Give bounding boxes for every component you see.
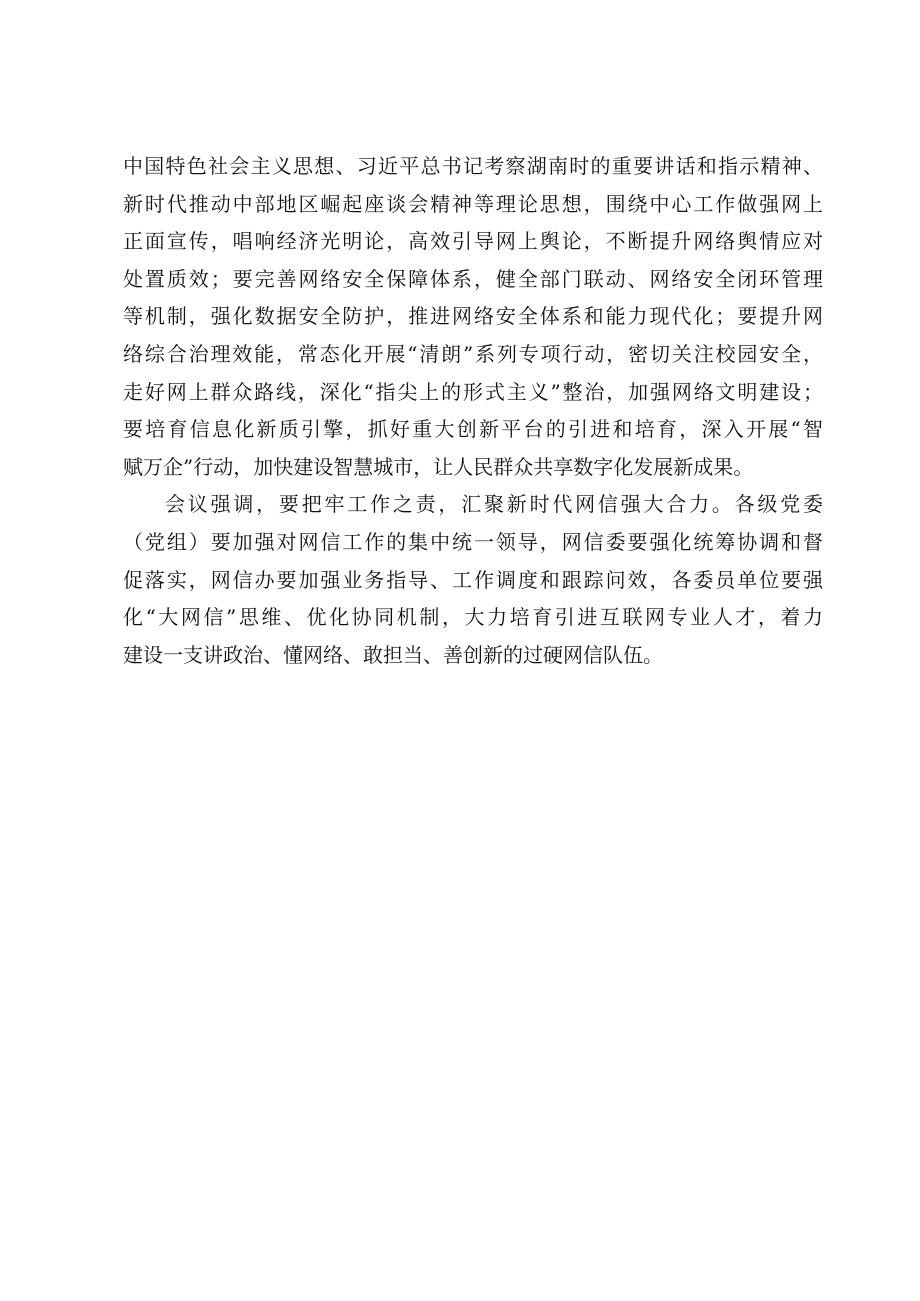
text-line: 处置质效；要完善网络安全保障体系，健全部门联动、网络安全闭环管理	[123, 266, 823, 291]
text-line: 赋万企”行动，加快建设智慧城市，让人民群众共享数字化发展新成果。	[123, 454, 754, 479]
text-line: 正面宣传，唱响经济光明论，高效引导网上舆论，不断提升网络舆情应对	[123, 229, 823, 254]
text-line: 络综合治理效能，常态化开展“清朗”系列专项行动，密切关注校园安全，	[123, 341, 823, 366]
paragraph-continuation	[123, 148, 823, 486]
document-body	[123, 148, 823, 674]
text-line: 中国特色社会主义思想、习近平总书记考察湖南时的重要讲话和指示精神、	[123, 154, 823, 178]
text-line: 走好网上群众路线，深化“指尖上的形式主义”整治，加强网络文明建设；	[123, 379, 823, 404]
text-line: 新时代推动中部地区崛起座谈会精神等理论思想，围绕中心工作做强网上	[123, 191, 823, 216]
text-line: （党组）要加强对网信工作的集中统一领导，网信委要强化统筹协调和督	[123, 529, 823, 554]
text-line: 化“大网信”思维、优化协同机制，大力培育引进互联网专业人才，着力	[123, 605, 823, 630]
text-line: 会议强调，要把牢工作之责，汇聚新时代网信强大合力。各级党委	[165, 492, 823, 517]
text-line: 促落实，网信办要加强业务指导、工作调度和跟踪问效，各委员单位要强	[123, 567, 823, 592]
text-line: 要培育信息化新质引擎，抓好重大创新平台的引进和培育，深入开展“智	[123, 417, 823, 442]
paragraph-meeting-emphasis	[123, 486, 823, 674]
text-line: 等机制，强化数据安全防护，推进网络安全体系和能力现代化；要提升网	[123, 304, 823, 329]
text-line: 建设一支讲政治、懂网络、敢担当、善创新的过硬网信队伍。	[123, 642, 663, 667]
